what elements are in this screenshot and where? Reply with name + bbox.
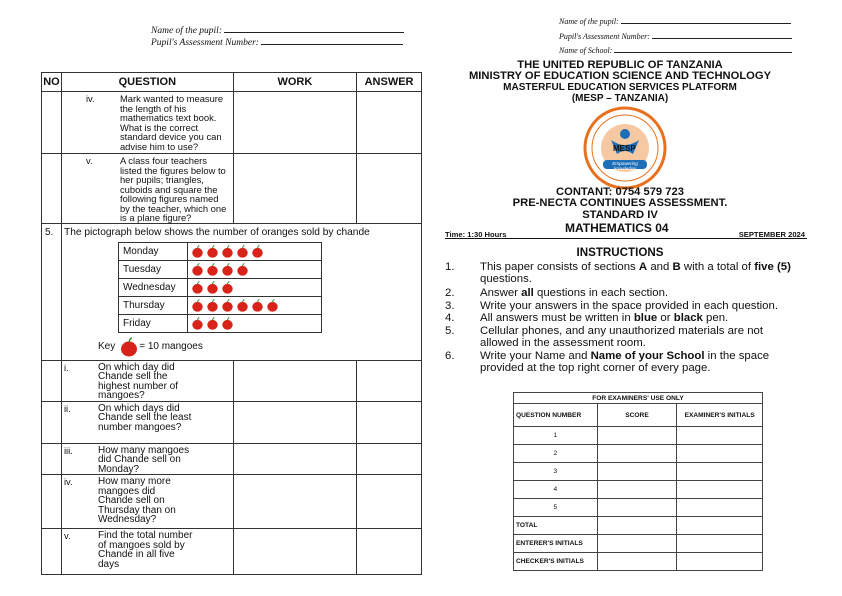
initials-cell[interactable] [677,553,763,571]
table-row [514,445,763,463]
apple-icon [221,245,234,258]
answer-cell[interactable] [357,443,422,475]
pictograph-table [118,242,322,333]
part-number: ii. [63,402,71,414]
apple-icon [206,299,219,312]
initials-cell[interactable] [677,535,763,553]
work-cell[interactable] [233,401,356,443]
pictograph-row [118,296,321,314]
instruction-bold: black [673,312,703,324]
work-cell[interactable] [233,529,356,575]
question-cell [61,475,233,529]
instruction-text-part: questions in each section. [533,287,669,299]
apple-icon [206,245,219,258]
instruction-text-part: or [657,312,674,324]
pictograph-day: Wednesday [118,278,187,296]
table-row [42,154,422,224]
work-cell[interactable] [233,443,356,475]
apple-icon [236,263,249,276]
platform-title: MASTERFUL EDUCATION SERVICES PLATFORM [503,82,737,93]
instruction-bold: five (5) [754,261,791,273]
apple-icon [206,317,219,330]
apple-icon [191,317,204,330]
part-number: v. [85,155,93,166]
apple-icon [221,281,234,294]
question-cell [61,529,233,575]
question-text: Mark wanted to measure the length of his mathematics text book. What is the correct standard device you can advise him to use? [119,93,224,152]
score-cell[interactable] [597,427,677,445]
work-cell[interactable] [233,475,356,529]
part-number: iv. [63,476,73,487]
assessment-title: PRE-NECTA CONTINUES ASSESSMENT. [512,197,728,209]
score-cell[interactable] [597,553,677,571]
pictograph-fruits [187,242,321,260]
part-number: i. [63,361,69,373]
assessment-number-line [151,38,403,48]
table-row [514,517,763,535]
table-row [42,92,422,154]
school-name-line [559,46,792,55]
standard-title: STANDARD IV [582,209,658,221]
question-table [41,72,422,575]
question-text: How many mangoes did Chande sell on Monday? [97,444,190,475]
initials-cell[interactable] [677,445,763,463]
table-row [42,475,422,529]
republic-title: THE UNITED REPUBLIC OF TANZANIA [517,59,723,71]
pictograph-fruits [187,296,321,314]
question-number: 5. [42,223,62,360]
work-cell[interactable] [233,92,356,154]
assessment-number-field[interactable] [261,44,403,45]
logo-banner: Empowering knowledge [612,161,638,171]
pupil-name-field[interactable] [621,23,791,24]
pictograph-fruits [187,278,321,296]
table-row [514,553,763,571]
table-row [514,463,763,481]
question-text: A class four teachers listed the figures below to her pupils; triangles, cuboids and square the following figures named by the teacher, which one is a plane figure? [119,155,227,223]
ministry-title: MINISTRY OF EDUCATION SCIENCE AND TECHNOLOGY [468,70,772,82]
table-row [514,499,763,517]
pupil-name-field[interactable] [224,32,404,33]
col-examiner-initials: EXAMINER'S INITIALS [677,404,763,427]
apple-icon [236,245,249,258]
part-number: iii. [63,444,73,456]
instruction-text-part: Write your answers in the space provided in each question. [480,300,779,312]
instruction-text-part: Answer [480,287,522,299]
question-cell [61,92,233,154]
table-row [514,481,763,499]
part-number: v. [63,530,71,541]
instruction-number: 5. [445,325,455,337]
instruction-text-part: Write your Name and [480,350,591,362]
time-label: Time: 1:30 Hours [445,230,507,239]
pupil-name-label: Name of the pupil: [151,26,222,36]
question-number-cell: 5 [514,499,598,517]
col-score: SCORE [597,404,677,427]
apple-icon [236,299,249,312]
question-text: Find the total number of mangoes sold by Chande in all five days [97,530,193,570]
question-cell [61,360,233,401]
score-cell[interactable] [597,499,677,517]
instruction-text-part: in the space provided at the top right corner of every page. [480,350,770,374]
apple-icon [221,299,234,312]
apple-icon [191,281,204,294]
table-row [514,427,763,445]
pictograph-row [118,314,321,332]
pictograph-fruits [187,260,321,278]
table-row [42,360,422,401]
pictograph-key [98,337,421,357]
pupil-name-line [151,26,404,36]
answer-cell[interactable] [357,401,422,443]
table-row [514,535,763,553]
apple-icon [251,245,264,258]
mesp-logo [583,106,667,190]
instruction-text-part: and [647,261,673,273]
instruction-number: 3. [445,300,455,312]
date-label: SEPTEMBER 2024 [738,230,805,239]
question-text: On which day did Chande sell the highest number of mangoes? [97,361,179,401]
instruction-text-part: Cellular phones, and any unauthorized materials are not allowed in the assessment room. [480,325,764,349]
right-pupil-name-line [559,17,791,26]
instruction-bold: Name of your School [590,350,705,362]
header-no: NO [42,73,62,92]
pictograph-day: Monday [118,242,187,260]
instruction-number: 1. [445,261,455,273]
initials-cell[interactable] [677,499,763,517]
examiners-table [513,392,763,571]
pictograph-row [118,242,321,260]
initials-cell[interactable] [677,427,763,445]
key-value: = 10 mangoes [139,341,203,352]
school-label: Name of School: [559,46,613,55]
logo-text: MESP [613,144,636,153]
school-name-field[interactable] [614,52,792,53]
instruction-text-part: This paper consists of sections [480,261,639,273]
pictograph-row [118,260,321,278]
instruction-text [480,288,800,300]
assessment-number-field[interactable] [652,38,792,39]
apple-icon [266,299,279,312]
table-row [42,401,422,443]
instruction-text-part: pen. [702,312,729,324]
answer-cell[interactable] [357,154,422,224]
score-cell[interactable] [597,517,677,535]
question-text: How many more mangoes did Chande sell on Thursday than on Wednesday? [97,476,176,525]
apple-icon [191,245,204,258]
instruction-text-part: All answers must be written in [480,312,634,324]
instruction-number: 2. [445,287,455,299]
apple-icon [119,337,139,357]
question-number-cell: 1 [514,427,598,445]
initials-cell[interactable] [677,463,763,481]
apple-icon [221,263,234,276]
question-number-cell: 4 [514,481,598,499]
table-header-row [42,73,422,92]
answer-cell[interactable] [357,92,422,154]
pictograph-fruits [187,314,321,332]
subject-title: MATHEMATICS 04 [565,221,669,235]
question-stem: The pictograph below shows the number of oranges sold by chande [63,226,370,238]
examiners-title: FOR EXAMINERS' USE ONLY [514,393,763,404]
time-subject-row [445,221,807,239]
assessment-number-label: Pupil's Assessment Number: [151,38,259,48]
instruction-number: 6. [445,350,455,362]
table-row [42,443,422,475]
instructions-title: INSTRUCTIONS [576,246,664,259]
initials-cell[interactable] [677,481,763,499]
platform-abbrev: (MESP – TANZANIA) [571,93,669,104]
part-number: iv. [85,93,95,104]
score-cell[interactable] [597,535,677,553]
instruction-text-part: questions. [480,272,532,285]
pictograph-day: Tuesday [118,260,187,278]
assessment-number-label: Pupil's Assessment Number: [559,32,650,41]
apple-icon [206,281,219,294]
header-work: WORK [233,73,356,92]
initials-cell[interactable] [677,517,763,535]
pictograph-row [118,278,321,296]
instruction-text [480,326,800,350]
answer-cell[interactable] [357,529,422,575]
header-question: QUESTION [61,73,233,92]
instruction-number: 4. [445,312,455,324]
answer-cell[interactable] [357,360,422,401]
instruction-text [480,351,800,375]
question-cell [61,443,233,475]
instruction-bold: blue [633,312,658,324]
instructions-list [445,262,805,382]
footer-label: ENTERER'S INITIALS [514,535,598,553]
col-question-number: QUESTION NUMBER [514,404,598,427]
instruction-bold: all [521,287,534,299]
pictograph-day: Thursday [118,296,187,314]
key-label: Key [97,341,116,352]
pictograph-question-cell [61,223,421,360]
header-answer: ANSWER [357,73,422,92]
table-row [42,223,422,360]
answer-cell[interactable] [357,475,422,529]
question-number-cell: 2 [514,445,598,463]
pictograph-day: Friday [118,314,187,332]
question-text: On which days did Chande sell the least number mangoes? [97,402,192,433]
table-row [42,529,422,575]
instruction-text [480,262,800,286]
instruction-text-part: with a total of [680,261,755,273]
instruction-text [480,313,800,325]
instruction-bold: B [672,261,681,273]
apple-icon [221,317,234,330]
apple-icon [191,263,204,276]
question-number-cell: 3 [514,463,598,481]
work-cell[interactable] [233,360,356,401]
apple-icon [206,263,219,276]
contact-line: CONTANT: 0754 579 723 [556,186,684,198]
score-cell[interactable] [597,481,677,499]
footer-label: TOTAL [514,517,598,535]
footer-label: CHECKER'S INITIALS [514,553,598,571]
pupil-name-label: Name of the pupil: [559,17,619,26]
apple-icon [191,299,204,312]
score-cell[interactable] [597,463,677,481]
apple-icon [251,299,264,312]
score-cell[interactable] [597,445,677,463]
question-cell [61,154,233,224]
question-cell [61,401,233,443]
instruction-bold: A [638,261,648,273]
work-cell[interactable] [233,154,356,224]
right-assessment-number-line [559,32,792,41]
